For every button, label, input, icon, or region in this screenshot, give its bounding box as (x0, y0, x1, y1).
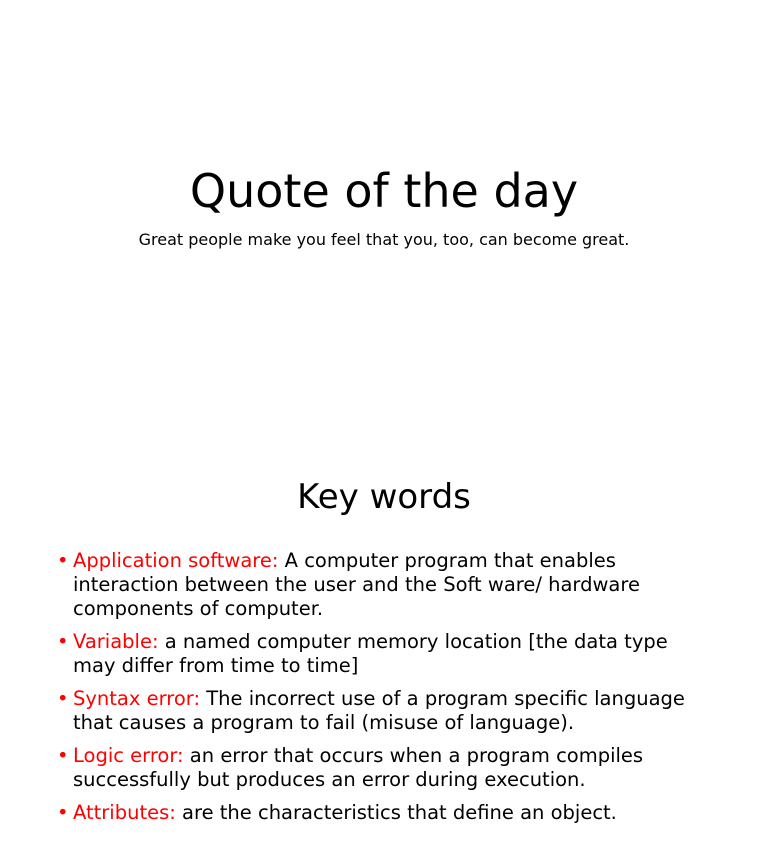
keyword-term: Variable: (73, 630, 159, 653)
bullet-icon: • (57, 801, 69, 824)
keyword-term: Logic error: (73, 744, 184, 767)
bullet-icon: • (57, 744, 69, 767)
keyword-definition: The incorrect use of a program specific language that causes a program to fail (misuse of language). (73, 687, 685, 734)
keyword-definition: A computer program that enables interaction between the user and the Soft ware/ hardware components of computer. (73, 549, 640, 620)
keywords-list (57, 549, 707, 834)
keyword-item (57, 744, 707, 792)
quote-slide (0, 0, 768, 432)
bullet-icon: • (57, 549, 69, 572)
keyword-term: Syntax error: (73, 687, 201, 710)
keyword-item (57, 549, 707, 621)
bullet-icon: • (57, 687, 69, 710)
keyword-term: Application software: (73, 549, 279, 572)
keywords-slide (0, 432, 768, 866)
bullet-icon: • (57, 630, 69, 653)
keyword-item (57, 687, 707, 735)
keyword-item (57, 801, 707, 825)
keyword-term: Attributes: (73, 801, 176, 824)
quote-text: Great people make you feel that you, too, can become great. (138, 230, 630, 249)
keyword-definition: a named computer memory location [the data type may differ from time to time] (73, 630, 668, 677)
keyword-item (57, 630, 707, 678)
keyword-definition: are the characteristics that define an object. (175, 801, 617, 824)
quote-title: Quote of the day (189, 164, 579, 218)
keywords-title: Key words (297, 477, 471, 517)
keyword-definition: an error that occurs when a program compiles successfully but produces an error during execution. (73, 744, 644, 791)
